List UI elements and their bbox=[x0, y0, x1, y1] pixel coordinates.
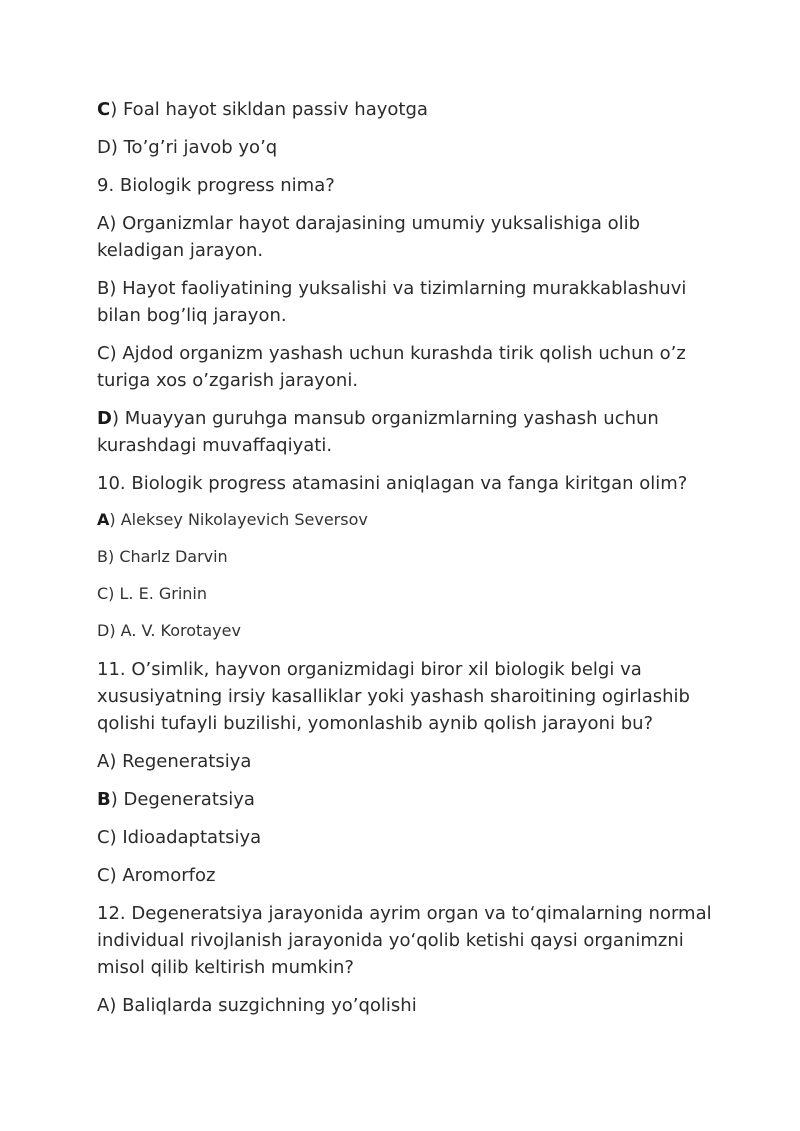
option-letter: C bbox=[97, 827, 110, 848]
option-letter: D bbox=[97, 137, 111, 158]
option-letter: B bbox=[97, 547, 108, 566]
option-letter: B bbox=[97, 278, 110, 299]
question-text: 9. Biologik progress nima? bbox=[97, 175, 335, 196]
option-text: ) Degeneratsiya bbox=[110, 789, 255, 810]
document-page bbox=[97, 96, 717, 1030]
question-9 bbox=[97, 172, 717, 199]
option-c-q9 bbox=[97, 340, 717, 394]
option-text: ) To’g’ri javob yo’q bbox=[110, 137, 278, 158]
option-letter: A bbox=[97, 213, 110, 234]
option-text: ) Hayot faoliyatining yuksalishi va tizimlarning murakkablashuvi bilan bog’liq jarayon. bbox=[97, 278, 687, 326]
option-b-q11 bbox=[97, 786, 717, 813]
option-letter: C bbox=[97, 584, 109, 603]
option-text: ) L. E. Grinin bbox=[108, 584, 208, 603]
option-b-q9 bbox=[97, 275, 717, 329]
option-letter: C bbox=[97, 99, 111, 120]
question-11 bbox=[97, 656, 717, 737]
option-text: ) A. V. Korotayev bbox=[109, 621, 241, 640]
option-letter: D bbox=[97, 621, 110, 640]
option-text: ) Baliqlarda suzgichning yo’qolishi bbox=[109, 995, 417, 1016]
option-c2-q11 bbox=[97, 862, 717, 889]
question-10 bbox=[97, 470, 717, 497]
option-text: ) Organizmlar hayot darajasining umumiy yuksalishiga olib keladigan jarayon. bbox=[97, 213, 641, 261]
option-c-q10 bbox=[97, 582, 717, 606]
option-a-q10 bbox=[97, 508, 717, 532]
question-text: 10. Biologik progress atamasini aniqlagan va fanga kiritgan olim? bbox=[97, 473, 688, 494]
option-letter: C bbox=[97, 865, 110, 886]
option-a-q11 bbox=[97, 748, 717, 775]
option-text: ) Aromorfoz bbox=[109, 865, 216, 886]
option-letter: C bbox=[97, 343, 110, 364]
option-d-q8 bbox=[97, 134, 717, 161]
option-text: ) Muayyan guruhga mansub organizmlarning yashash uchun kurashdagi muvaffaqiyati. bbox=[97, 408, 659, 456]
option-d-q10 bbox=[97, 619, 717, 643]
option-text: ) Foal hayot sikldan passiv hayotga bbox=[110, 99, 428, 120]
option-text: ) Charlz Darvin bbox=[107, 547, 228, 566]
option-b-q10 bbox=[97, 545, 717, 569]
option-letter: D bbox=[97, 408, 112, 429]
option-a-q9 bbox=[97, 210, 717, 264]
option-d-q9 bbox=[97, 405, 717, 459]
option-text: ) Ajdod organizm yashash uchun kurashda tirik qolish uchun o’z turiga xos o’zgarish jarayoni. bbox=[97, 343, 686, 391]
option-c-q8 bbox=[97, 96, 717, 123]
option-text: ) Idioadaptatsiya bbox=[109, 827, 262, 848]
option-letter: A bbox=[97, 751, 110, 772]
option-letter: B bbox=[97, 789, 111, 810]
option-text: ) Aleksey Nikolayevich Seversov bbox=[109, 510, 368, 529]
option-a-q12 bbox=[97, 992, 717, 1019]
question-12 bbox=[97, 900, 717, 981]
question-text: 11. O’simlik, hayvon organizmidagi biror xil biologik belgi va xususiyatning irsiy kasalliklar yoki yashash sharoitining ogirlashib qolishi tufayli buzilishi, yomonlashib aynib qolish jarayoni bu? bbox=[97, 659, 690, 734]
option-letter: A bbox=[97, 510, 110, 529]
option-text: ) Regeneratsiya bbox=[109, 751, 252, 772]
option-letter: A bbox=[97, 995, 110, 1016]
question-text: 12. Degeneratsiya jarayonida ayrim organ va to‘qimalarning normal individual rivojlanish jarayonida yo‘qolib ketishi qaysi organimzni misol qilib keltirish mumkin? bbox=[97, 903, 712, 978]
option-c-q11 bbox=[97, 824, 717, 851]
